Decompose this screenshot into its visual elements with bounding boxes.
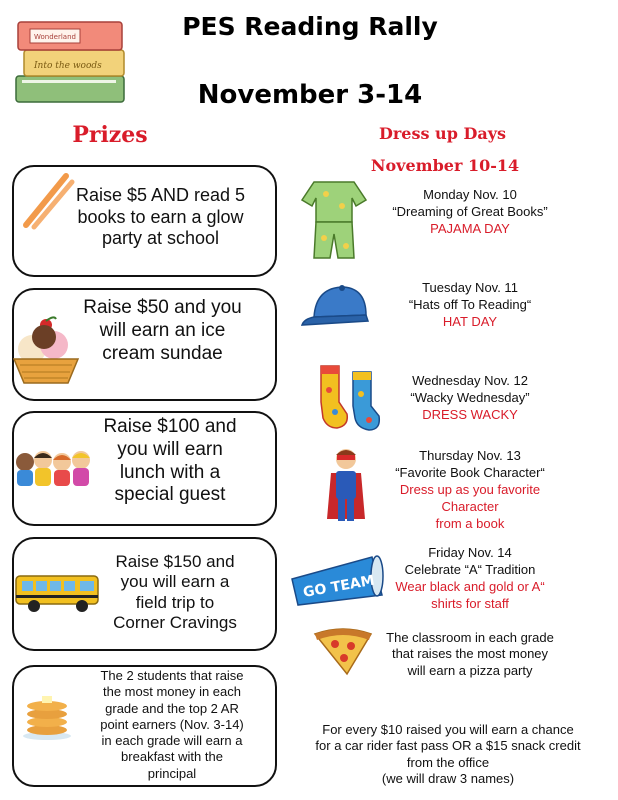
dress-up-dates: November 10-14	[370, 156, 520, 175]
megaphone-label: GO TEAM	[301, 572, 376, 601]
prize-text-4: Raise $150 and you will earn a field trip to Corner Cravings	[113, 552, 237, 633]
prize-text-3: Raise $100 and you will earn lunch with a special guest	[103, 416, 237, 506]
pizza-slice-icon	[313, 626, 373, 676]
pancakes-icon	[22, 688, 72, 740]
stacked-books-icon	[10, 10, 135, 110]
book-label-2: Into the woods	[34, 61, 102, 71]
dress-day-monday: Monday Nov. 10 “Dreaming of Great Books” PAJAMA DAY	[392, 187, 548, 236]
prizes-heading: Prizes	[72, 122, 148, 148]
prize-text-1: Raise $5 AND read 5 books to earn a glow party at school	[75, 185, 246, 249]
page-title: PES Reading Rally	[182, 12, 438, 41]
dress-day-thursday: Thursday Nov. 13 “Favorite Book Character“ Dress up as you favorite Character from a book	[395, 448, 545, 531]
school-bus-icon	[14, 572, 104, 614]
prize-text-5: The 2 students that raise the most money in each grade and the top 2 AR point earners (Nov. 3-14) in each grade will earn a breakfast with the principal	[100, 668, 244, 781]
kids-group-icon	[14, 448, 98, 488]
dress-day-tuesday: Tuesday Nov. 11 “Hats off To Reading“ HAT DAY	[408, 280, 532, 329]
prize-text-2: Raise $50 and you will earn an ice cream sundae	[83, 297, 242, 364]
event-dates: November 3-14	[197, 80, 423, 110]
raffle-note: For every $10 raised you will earn a chance for a car rider fast pass OR a $15 snack credit from the office (we will draw 3 names)	[315, 722, 581, 786]
dress-up-heading: Dress up Days	[378, 124, 506, 143]
pizza-party-note: The classroom in each grade that raises the most money will earn a pizza party	[386, 630, 554, 678]
book-label-1: Wonderland	[34, 33, 76, 41]
dress-day-wednesday: Wednesday Nov. 12 “Wacky Wednesday” DRESS WACKY	[410, 373, 530, 422]
dress-day-friday: Friday Nov. 14 Celebrate “A“ Tradition Wear black and gold or A“ shirts for staff	[395, 545, 545, 611]
